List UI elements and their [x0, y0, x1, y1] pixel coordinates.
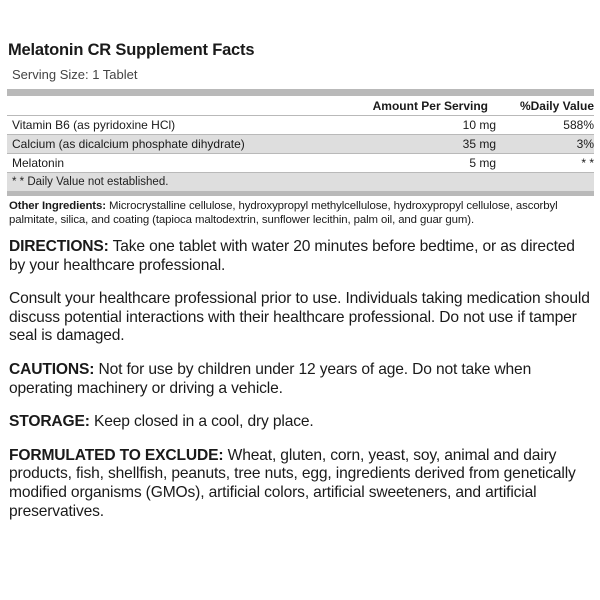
consult-text: Consult your healthcare professional prior to use. Individuals taking medication should discuss potential interactions with their healthcare professional. Do not use if tamper seal is damaged. — [9, 290, 590, 345]
serving-size: Serving Size: 1 Tablet — [7, 66, 594, 96]
excludes-text: Wheat, gluten, corn, yeast, soy, animal and dairy products, fish, shellfish, peanuts, tree nuts, egg, ingredients derived from genetically modified organisms (GMOs), artificial colors, artificial sweeteners, and artificial preservatives. — [9, 446, 576, 520]
cautions-label: CAUTIONS: — [9, 360, 95, 378]
cautions-paragraph — [7, 361, 594, 398]
supplement-label — [7, 40, 594, 521]
nutrient-name: Calcium (as dicalcium phosphate dihydrate) — [12, 137, 245, 151]
directions-label: DIRECTIONS: — [9, 238, 109, 255]
directions-paragraph — [7, 238, 594, 275]
other-ingredients — [9, 199, 594, 227]
table-row — [7, 135, 594, 154]
table-footnote — [7, 173, 594, 196]
other-ingredients-text: Microcrystalline cellulose, hydroxypropyl methylcellulose, hydroxypropyl cellulose, ascorbyl palmitate, silica, and coating (tapioca maltodextrin, sunflower lecithin, palm oil, and guar gum). — [9, 200, 558, 226]
nutrient-name: Vitamin B6 (as pyridoxine HCl) — [12, 118, 176, 132]
nutrient-daily-value: 588% — [563, 118, 594, 132]
nutrient-amount: 5 mg — [469, 156, 496, 170]
storage-text: Keep closed in a cool, dry place. — [89, 413, 314, 431]
header-amount: Amount Per Serving — [372, 98, 488, 113]
excludes-paragraph — [7, 447, 594, 521]
table-row — [7, 116, 594, 135]
consult-paragraph — [7, 290, 594, 346]
nutrient-amount: 10 mg — [462, 118, 496, 132]
table-header-row — [7, 96, 594, 116]
nutrient-amount: 35 mg — [462, 137, 496, 151]
directions-text: Take one tablet with water 20 minutes before bedtime, or as directed by your healthcare professional. — [9, 238, 575, 274]
storage-label: STORAGE: — [9, 413, 90, 431]
table-row — [7, 154, 594, 173]
excludes-label: FORMULATED TO EXCLUDE: — [9, 446, 224, 464]
facts-title: Melatonin CR Supplement Facts — [8, 41, 255, 59]
storage-paragraph — [7, 413, 594, 432]
nutrient-name: Melatonin — [12, 156, 65, 170]
cautions-text: Not for use by children under 12 years of age. Do not take when operating machinery or driving a vehicle. — [9, 360, 532, 397]
nutrient-daily-value: 3% — [576, 137, 594, 151]
header-daily-value: %Daily Value — [519, 98, 594, 113]
nutrient-daily-value: * * — [581, 156, 594, 170]
other-ingredients-label: Other Ingredients: — [9, 200, 106, 212]
footnote-text: * * Daily Value not established. — [12, 176, 169, 188]
